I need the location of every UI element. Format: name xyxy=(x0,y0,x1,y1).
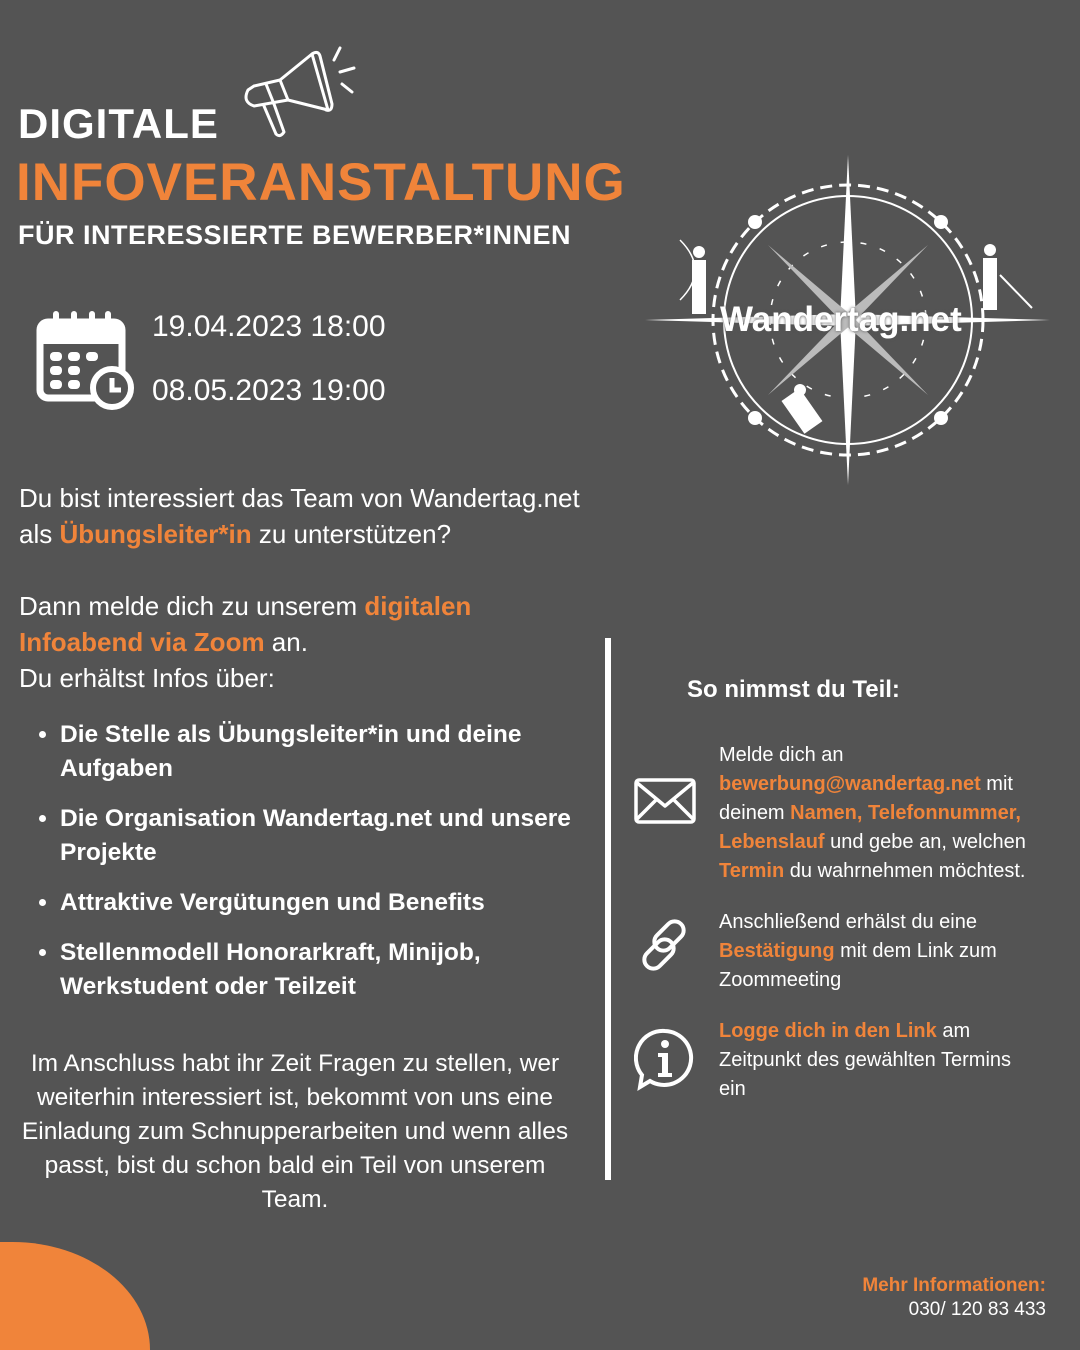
step-2-c: mit dem Link zum xyxy=(834,940,997,962)
step-2-text xyxy=(719,908,1059,995)
phone-number: 030/ 120 83 433 xyxy=(908,1299,1046,1320)
step-1-highlight-h: Termin xyxy=(719,860,785,882)
decorative-orange-circle xyxy=(0,1242,150,1350)
vertical-divider xyxy=(605,638,611,1180)
logo-wordmark: Wandertag.net xyxy=(720,300,962,339)
list-item: • Die Organisation Wandertag.net und unsere Projekte xyxy=(60,802,590,870)
list-item: • Attraktive Vergütungen und Benefits xyxy=(60,886,590,920)
more-info-label: Mehr Informationen: xyxy=(862,1275,1046,1296)
step-3-highlight-a: Logge dich in den Link xyxy=(719,1020,937,1042)
step-2-a: Anschließend erhälst du eine xyxy=(719,911,977,933)
intro-text xyxy=(19,480,580,552)
step-3-b: am xyxy=(936,1020,971,1042)
step-3-c: Zeitpunkt des gewählten Termins xyxy=(719,1049,1012,1071)
step-3-d: ein xyxy=(719,1078,746,1100)
step-1-text xyxy=(719,741,1059,886)
contact-email-link[interactable]: bewerbung@wandertag.net xyxy=(719,773,981,795)
calendar-clock-icon xyxy=(36,310,136,410)
title-line-1: DIGITALE xyxy=(18,100,219,147)
event-date-1: 19.04.2023 18:00 xyxy=(152,310,386,343)
howto-title: So nimmst du Teil: xyxy=(687,676,900,703)
envelope-icon xyxy=(634,778,696,824)
subtitle: FÜR INTERESSIERTE BEWERBER*INNEN xyxy=(18,220,572,250)
invite-text-e: Du erhältst Infos über: xyxy=(19,663,275,693)
step-1-g: und gebe an, welchen xyxy=(824,831,1026,853)
outro-text: Im Anschluss habt ihr Zeit Fragen zu stellen, wer weiterhin interessiert ist, bekommt von uns eine Einladung zum Schnupperarbeiten und wenn alles passt, bist du schon bald ein Teil von unserem Team. xyxy=(21,1050,569,1213)
step-1-highlight-e: Namen, Telefonnummer, xyxy=(790,802,1021,824)
event-date-2: 08.05.2023 19:00 xyxy=(152,374,386,407)
info-topics-list xyxy=(38,718,590,1020)
wandertag-logo xyxy=(640,150,1060,485)
step-1-a: Melde dich an xyxy=(719,744,844,766)
info-icon xyxy=(634,1027,696,1091)
contact-info xyxy=(862,1274,1046,1322)
title-line-2: INFOVERANSTALTUNG xyxy=(16,153,626,212)
step-2-d: Zoommeeting xyxy=(719,969,842,991)
megaphone-icon xyxy=(240,42,365,142)
invite-text-a: Dann melde dich zu unserem xyxy=(19,591,365,621)
step-1-i: du wahrnehmen möchtest. xyxy=(784,860,1026,882)
step-3-text xyxy=(719,1017,1059,1104)
invite-highlight-digital: digitalen xyxy=(364,591,472,621)
step-1-c: mit xyxy=(980,773,1013,795)
invite-highlight-zoom: Infoabend via Zoom xyxy=(19,627,265,657)
intro-text-a: Du bist interessiert das Team von Wandertag.net xyxy=(19,483,580,513)
list-item: • Stellenmodell Honorarkraft, Minijob, Werkstudent oder Teilzeit xyxy=(60,936,590,1004)
invite-text xyxy=(19,588,471,696)
step-1-d: deinem xyxy=(719,802,791,824)
list-item: • Die Stelle als Übungsleiter*in und deine Aufgaben xyxy=(60,718,590,786)
invite-text-d: an. xyxy=(264,627,308,657)
step-2-highlight-b: Bestätigung xyxy=(719,940,835,962)
step-1-highlight-f: Lebenslauf xyxy=(719,831,825,853)
intro-text-d: zu unterstützen? xyxy=(251,519,452,549)
intro-highlight-role: Übungsleiter*in xyxy=(59,519,252,549)
intro-text-b: als xyxy=(19,519,60,549)
link-icon xyxy=(634,915,696,975)
